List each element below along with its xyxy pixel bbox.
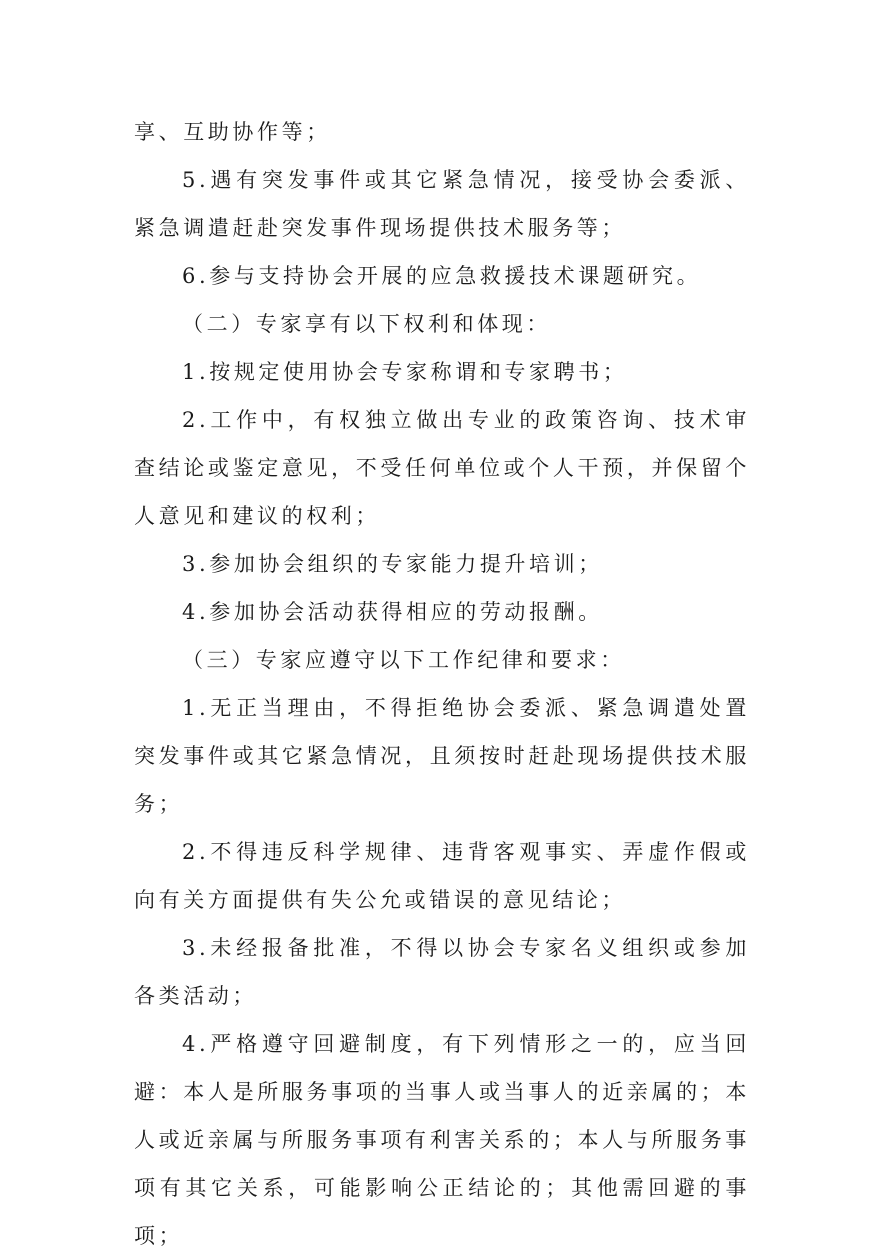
paragraph-continuation: 享、互助协作等； xyxy=(134,120,331,144)
paragraph-item-6: 6.参与支持协会开展的应急救援技术课题研究。 xyxy=(182,264,702,288)
paragraph-discipline-1: 1.无正当理由，不得拒绝协会委派、紧急调遣处置突发事件或其它紧急情况，且须按时赶赴现场提供技术服务； xyxy=(134,696,750,816)
section-heading-2: （二）专家享有以下权利和体现： xyxy=(182,312,551,336)
document-body xyxy=(134,108,750,1260)
paragraph-discipline-4: 4.严格遵守回避制度，有下列情形之一的，应当回避：本人是所服务事项的当事人或当事人的近亲属的；本人或近亲属与所服务事项有利害关系的；本人与所服务事项有其它关系，可能影响公正结论的；其他需回避的事项； xyxy=(134,1032,750,1248)
paragraph-discipline-2: 2.不得违反科学规律、违背客观事实、弄虚作假或向有关方面提供有失公允或错误的意见结论； xyxy=(134,840,750,912)
section-heading-3: （三）专家应遵守以下工作纪律和要求： xyxy=(182,648,625,672)
paragraph-rights-2: 2.工作中，有权独立做出专业的政策咨询、技术审查结论或鉴定意见，不受任何单位或个人干预，并保留个人意见和建议的权利； xyxy=(134,408,750,528)
paragraph-rights-3: 3.参加协会组织的专家能力提升培训； xyxy=(182,552,603,576)
paragraph-item-5: 5.遇有突发事件或其它紧急情况，接受协会委派、紧急调遣赶赴突发事件现场提供技术服务等； xyxy=(134,168,750,240)
paragraph-rights-1: 1.按规定使用协会专家称谓和专家聘书； xyxy=(182,360,628,384)
paragraph-rights-4: 4.参加协会活动获得相应的劳动报酬。 xyxy=(182,600,603,624)
paragraph-discipline-3: 3.未经报备批准，不得以协会专家名义组织或参加各类活动； xyxy=(134,936,750,1008)
